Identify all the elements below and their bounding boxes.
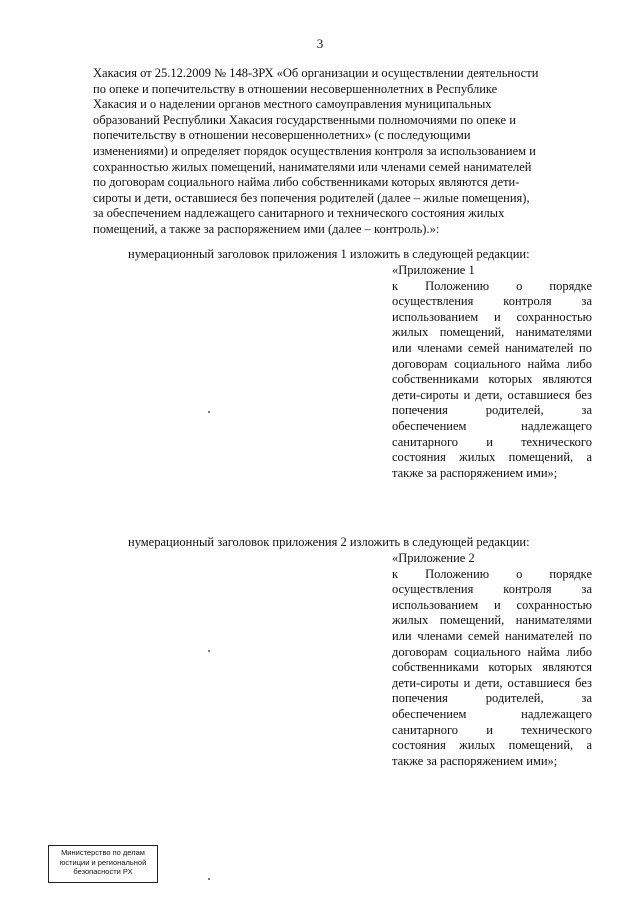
paragraph-line: образований Республики Хакасия государственными полномочиями по опеке и xyxy=(93,112,516,127)
paragraph-line: Хакасия от 25.12.2009 № 148-ЗРХ «Об организации и осуществлении деятельности xyxy=(93,66,539,80)
paragraph-line: сохранностью жилых помещений, нанимателями или членами семей нанимателей xyxy=(93,159,532,174)
registration-stamp xyxy=(48,845,158,883)
annex-2-title: «Приложение 2 xyxy=(392,551,475,565)
paragraph-line: по опеке и попечительству в отношении несовершеннолетних в Республике xyxy=(93,81,498,96)
paragraph-line: сироты и дети, оставшиеся без попечения родителей (далее – жилые помещения), xyxy=(93,190,530,205)
instruction-annex-2: нумерационный заголовок приложения 2 изложить в следующей редакции: xyxy=(128,535,530,549)
stamp-line: юстиции и региональной xyxy=(59,857,147,867)
scan-speck xyxy=(208,878,210,880)
instruction-annex-1: нумерационный заголовок приложения 1 изложить в следующей редакции: xyxy=(128,247,530,261)
scan-speck xyxy=(208,650,210,652)
paragraph-line: за обеспечением надлежащего санитарного и технического состояния жилых xyxy=(93,206,505,221)
body-paragraph xyxy=(93,66,591,238)
scan-speck xyxy=(208,411,210,413)
annex-2-heading xyxy=(392,551,592,769)
annex-1-heading xyxy=(392,263,592,481)
annex-1-title: «Приложение 1 xyxy=(392,263,475,277)
stamp-line: безопасности РХ xyxy=(73,867,133,876)
annex-2-text: к Положению о порядке осуществления контроля за использованием и сохранностью жилых помещений, нанимателями или членами семей нанимателей по договорам социального найма либо собственниками которых являются дети-сироты и дети, оставшиеся без попечения родителей, за обеспечением надлежащего санитарного и технического состояния жилых помещений, а также за распоряжением ими»; xyxy=(392,566,592,768)
annex-1-text: к Положению о порядке осуществления контроля за использованием и сохранностью жилых помещений, нанимателями или членами семей нанимателей по договорам социального найма либо собственниками которых являются дети-сироты и дети, оставшиеся без попечения родителей, за обеспечением надлежащего санитарного и технического состояния жилых помещений, а также за распоряжением ими»; xyxy=(392,278,592,480)
paragraph-line: помещений, а также за распоряжением ими (далее – контроль).»: xyxy=(93,221,440,236)
paragraph-line: по договорам социального найма либо собственниками которых являются дети- xyxy=(93,175,520,190)
paragraph-line: изменениями) и определяет порядок осуществления контроля за использованием и xyxy=(93,143,536,158)
page-number: 3 xyxy=(316,36,324,51)
paragraph-line: Хакасия и о наделении органов местного самоуправления муниципальных xyxy=(93,97,492,112)
stamp-line: Министерство по делам xyxy=(61,848,145,857)
paragraph-line: попечительству в отношении несовершеннолетних» (с последующими xyxy=(93,128,471,143)
